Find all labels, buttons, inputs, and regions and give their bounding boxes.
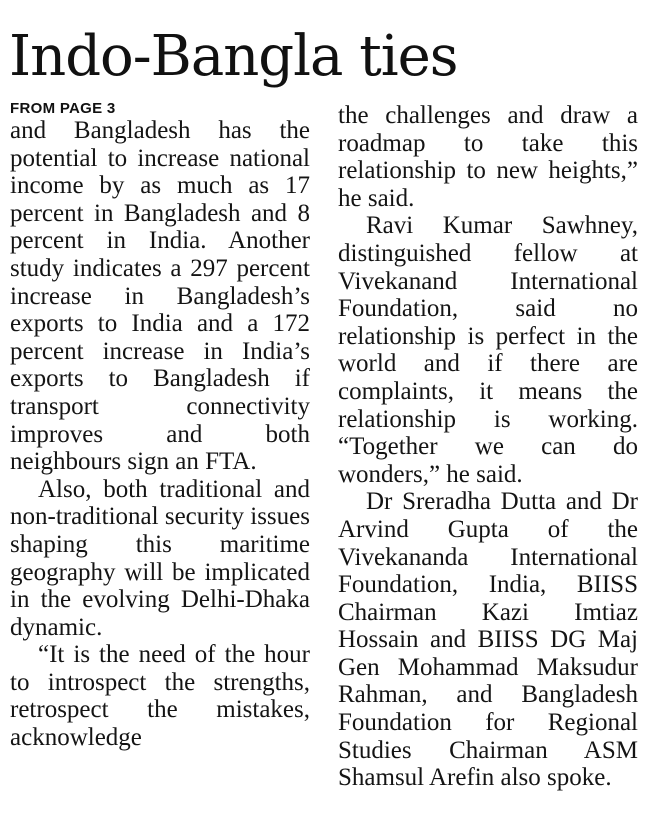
paragraph: Also, both traditional and non-traditional security issues shaping this maritime geography will be implicated in the evolving Delhi-Dhaka dynamic. (10, 475, 310, 641)
headline: Indo-Bangla ties (9, 24, 458, 89)
paragraph: the challenges and draw a roadmap to take this relationship to new heights,” he said. (338, 102, 638, 212)
article-column-right (338, 101, 638, 792)
paragraph: Ravi Kumar Sawhney, distinguished fellow at Vivekanand International Foundation, said no relationship is perfect in the world and if there are complaints, it means the relationship is working. “Together we can do wonders,” he said. (338, 212, 638, 488)
paragraph: and Bangladesh has the potential to increase national income by as much as 17 percent in Bangladesh and 8 percent in India. Another study indicates a 297 percent increase in Bangladesh’s exports to India and a 172 percent increase in India’s exports to Bangladesh if transport connectivity improves and both neighbours sign an FTA. (10, 117, 310, 476)
paragraph: “It is the need of the hour to introspect the strengths, retrospect the mistakes, acknowledge (10, 641, 310, 752)
article-column-left (10, 101, 310, 752)
continuation-kicker: FROM PAGE 3 (10, 100, 116, 117)
paragraph: Dr Sreradha Dutta and Dr Arvind Gupta of the Vivekananda International Foundation, India, BIISS Chairman Kazi Imtiaz Hossain and BIISS DG Maj Gen Mohammad Maksudur Rahman, and Bangladesh Foundation for Regional Studies Chairman ASM Shamsul Arefin also spoke. (338, 488, 638, 792)
